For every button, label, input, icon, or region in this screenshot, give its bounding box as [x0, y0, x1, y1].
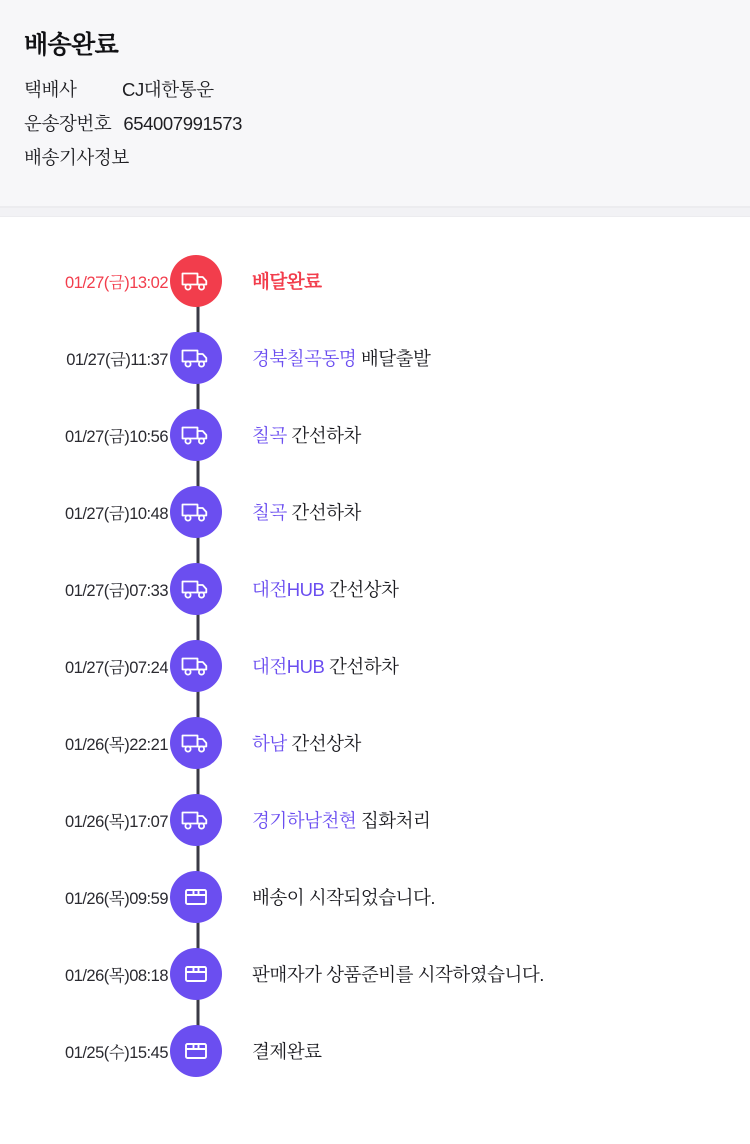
event-marker-cell [176, 794, 220, 846]
event-label [220, 807, 430, 833]
event-time: 01/26(목)08:18 [64, 967, 168, 986]
event-label: 결제완료 [252, 1041, 322, 1063]
carrier-value: CJ대한통운 [122, 79, 214, 100]
event-label [220, 499, 361, 525]
event-label [220, 730, 361, 756]
event-label [220, 576, 398, 602]
driver-info-row[interactable] [24, 146, 726, 171]
event-time: 01/26(목)17:07 [64, 813, 168, 832]
event-location: 하남 [252, 733, 287, 755]
section-divider [0, 207, 750, 217]
event-time: 01/26(목)09:59 [64, 890, 168, 909]
timeline-event [0, 1013, 750, 1090]
box-icon [170, 1025, 222, 1077]
truck-icon [170, 640, 222, 692]
event-location: 칠곡 [252, 502, 287, 524]
event-time: 01/27(금)10:48 [64, 505, 168, 524]
timeline-event [0, 320, 750, 397]
event-location: 경기하남천현 [252, 810, 357, 832]
event-label-text: 배달출발 [360, 348, 431, 370]
timeline-event [0, 859, 750, 936]
timeline-event [0, 628, 750, 705]
truck-icon [170, 409, 222, 461]
event-location: 대전HUB [252, 656, 325, 678]
event-label [220, 422, 361, 448]
tracking-number-row [24, 112, 726, 137]
event-location: 경북칠곡동명 [252, 348, 357, 370]
event-marker-cell [176, 1025, 220, 1077]
timeline-event [0, 782, 750, 859]
driver-info-label: 배송기사정보 [24, 146, 129, 168]
timeline-event [0, 474, 750, 551]
event-label-text: 간선하차 [291, 425, 361, 447]
truck-icon [170, 563, 222, 615]
event-marker-cell [176, 486, 220, 538]
box-icon [170, 871, 222, 923]
event-label: 배송이 시작되었습니다. [252, 887, 435, 909]
timeline-event [0, 936, 750, 1013]
truck-icon [170, 255, 222, 307]
event-marker-cell [176, 717, 220, 769]
delivery-header [0, 0, 750, 207]
timeline-event [0, 397, 750, 474]
event-time: 01/27(금)07:24 [64, 659, 168, 678]
event-marker-cell [176, 332, 220, 384]
event-label-text: 간선상차 [328, 579, 399, 601]
event-marker-cell [176, 948, 220, 1000]
truck-icon [170, 794, 222, 846]
event-time: 01/27(금)10:56 [64, 428, 168, 447]
event-marker-cell [176, 640, 220, 692]
page-title: 배송완료 [24, 31, 119, 59]
event-label-text: 간선하차 [328, 656, 399, 678]
carrier-label: 택배사 [24, 79, 77, 100]
event-label-text: 간선상차 [291, 733, 361, 755]
timeline-event [0, 243, 750, 320]
carrier-row [24, 78, 726, 103]
event-label-text: 간선하차 [291, 502, 361, 524]
tracking-timeline [0, 217, 750, 1130]
event-time: 01/27(금)13:02 [64, 274, 168, 293]
event-time: 01/27(금)07:33 [64, 582, 168, 601]
tracking-number-label: 운송장번호 [24, 112, 112, 134]
event-location: 칠곡 [252, 425, 287, 447]
event-marker-cell [176, 563, 220, 615]
event-label [220, 345, 430, 371]
event-marker-cell [176, 409, 220, 461]
tracking-number-value: 654007991573 [123, 112, 243, 134]
event-time: 01/26(목)22:21 [64, 736, 168, 755]
event-label [220, 653, 398, 679]
event-label-text: 집화처리 [360, 810, 431, 832]
event-marker-cell [176, 255, 220, 307]
event-label: 판매자가 상품준비를 시작하였습니다. [252, 964, 544, 986]
truck-icon [170, 332, 222, 384]
timeline-event [0, 551, 750, 628]
event-time: 01/25(수)15:45 [64, 1044, 168, 1063]
timeline-event [0, 705, 750, 782]
truck-icon [170, 717, 222, 769]
box-icon [170, 948, 222, 1000]
truck-icon [170, 486, 222, 538]
event-marker-cell [176, 871, 220, 923]
event-label: 배달완료 [252, 271, 322, 293]
event-location: 대전HUB [252, 579, 325, 601]
event-time: 01/27(금)11:37 [66, 351, 168, 370]
